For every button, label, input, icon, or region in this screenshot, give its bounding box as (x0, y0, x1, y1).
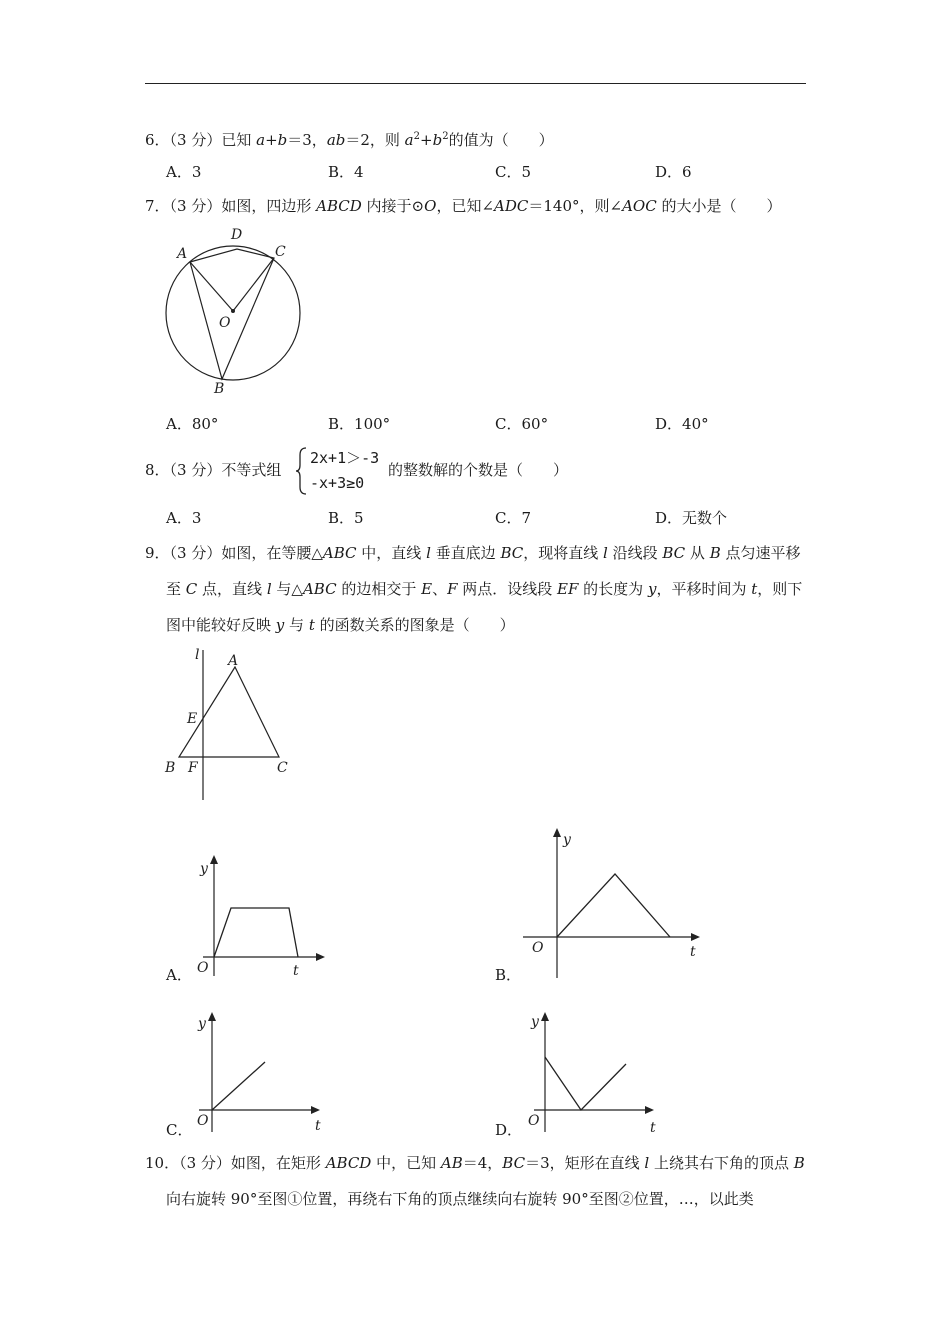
segment-co (233, 258, 274, 311)
svg-text:y: y (531, 1014, 539, 1030)
svg-text:t: t (293, 963, 299, 979)
inequality-1: 2x+1＞-3 (310, 449, 380, 467)
svg-text:y: y (198, 1016, 206, 1032)
q8-option-b: B．5 (328, 509, 364, 527)
question-9-line-2: 至 C 点，直线 l 与△ABC 的边相交于 E、F 两点．设线段 EF 的长度为 y，平移时间为 t，则下 (166, 580, 803, 598)
graph-a (185, 855, 325, 985)
question-7: 7．（3 分）如图，四边形 ABCD 内接于⊙O，已知∠ADC＝140°，则∠AOC 的大小是（ ） (145, 197, 782, 215)
svg-text:y: y (200, 861, 208, 877)
graph-d (520, 1012, 665, 1137)
inequality-2: -x+3≥0 (310, 474, 365, 492)
q7-option-d: D．40° (655, 415, 709, 433)
label-l: l (195, 647, 200, 663)
question-9-line-1: 9．（3 分）如图，在等腰△ABC 中，直线 l 垂直底边 BC，现将直线 l 沿线段 BC 从 B 点匀速平移 (145, 544, 801, 562)
label-c: C (275, 244, 286, 260)
svg-text:O: O (197, 1113, 209, 1129)
graph-b (518, 828, 708, 983)
graph-c (185, 1012, 330, 1137)
svg-text:O: O (532, 940, 544, 956)
q7-option-a: A．80° (166, 415, 219, 433)
label-e: E (187, 711, 198, 727)
label-o: O (219, 315, 231, 331)
label-b: B (214, 381, 225, 397)
svg-text:t: t (315, 1118, 321, 1134)
label-a: A (228, 653, 239, 669)
question-10-line-1: 10．（3 分）如图，在矩形 ABCD 中，已知 AB＝4，BC＝3，矩形在直线 l 上绕其右下角的顶点 B (145, 1154, 805, 1172)
svg-text:O: O (197, 960, 209, 976)
inequality-brace (296, 446, 308, 496)
svg-text:O: O (528, 1113, 540, 1129)
graph-option-b: B． (495, 966, 522, 984)
q6-option-b: B．4 (328, 163, 364, 181)
svg-text:y: y (563, 832, 571, 848)
q6-option-a: A．3 (166, 163, 202, 181)
quadrilateral-abcd (190, 249, 274, 379)
q8-option-a: A．3 (166, 509, 202, 527)
circle-quadrilateral-figure (160, 225, 310, 400)
header-rule (145, 83, 806, 84)
question-6: 6．（3 分）已知 a+b＝3，ab＝2，则 $a^2+b^2$的值为（ ） (145, 131, 554, 149)
graph-option-c: C． (166, 1121, 193, 1139)
center-point (231, 309, 235, 313)
graph-option-d: D． (495, 1121, 523, 1139)
question-8-suffix: 的整数解的个数是（ ） (388, 461, 569, 479)
q6-option-d: D．6 (655, 163, 692, 181)
label-f: F (188, 760, 198, 776)
question-9-line-3: 图中能较好反映 y 与 t 的函数关系的图象是（ ） (166, 616, 515, 634)
q6-option-c: C．5 (495, 163, 532, 181)
svg-text:t: t (690, 944, 696, 960)
label-c: C (277, 760, 288, 776)
label-d: D (231, 227, 243, 243)
triangle-figure (160, 645, 300, 805)
question-8-prefix: 8．（3 分）不等式组 (145, 461, 282, 479)
q7-option-c: C．60° (495, 415, 549, 433)
q8-option-d: D．无数个 (655, 509, 728, 527)
q7-option-b: B．100° (328, 415, 391, 433)
svg-text:t: t (650, 1120, 656, 1136)
label-b: B (165, 760, 176, 776)
q8-option-c: C．7 (495, 509, 532, 527)
label-a: A (177, 246, 188, 262)
graph-option-a: A． (166, 966, 192, 984)
question-10-line-2: 向右旋转 90°至图①位置，再绕右下角的顶点继续向右旋转 90°至图②位置，…，以此类 (166, 1190, 754, 1208)
